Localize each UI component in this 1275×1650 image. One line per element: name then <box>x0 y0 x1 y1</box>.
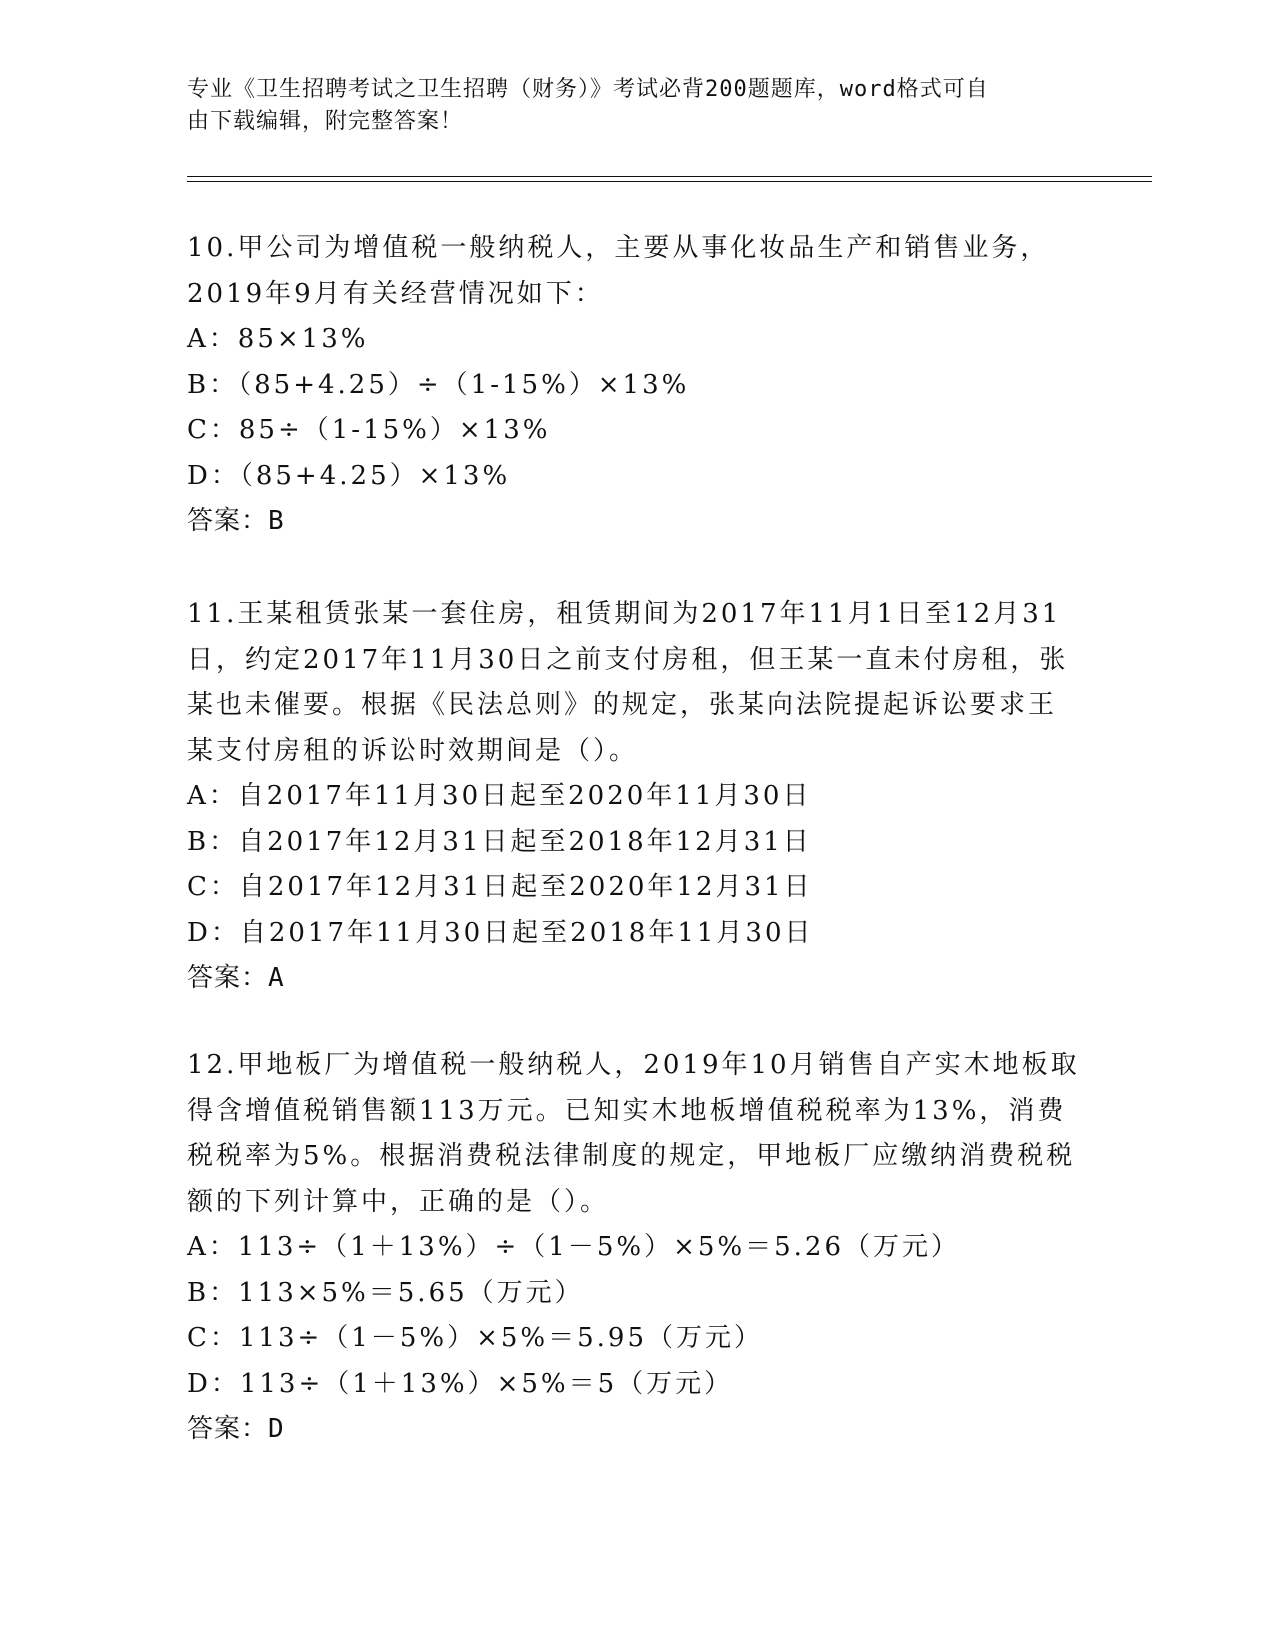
answer-line: 答案：A <box>187 963 285 993</box>
question-12 <box>187 1043 1087 1453</box>
answer-line: 答案：B <box>187 506 285 536</box>
question-stem-line: 税税率为5%。根据消费税法律制度的规定，甲地板厂应缴纳消费税税 <box>187 1141 1076 1171</box>
question-11 <box>187 592 1087 1002</box>
option-b: B：（85+4.25）÷（1-15%）×13% <box>187 369 690 400</box>
option-b: B：自2017年12月31日起至2018年12月31日 <box>187 826 812 857</box>
option-d: D：（85+4.25）×13% <box>187 460 511 491</box>
question-stem-line: 10.甲公司为增值税一般纳税人，主要从事化妆品生产和销售业务， <box>187 233 1050 263</box>
option-d: D：113÷（1＋13%）×5%＝5（万元） <box>187 1368 734 1399</box>
question-stem-line: 某也未催要。根据《民法总则》的规定，张某向法院提起诉讼要求王 <box>187 690 1058 720</box>
question-stem-line: 日，约定2017年11月30日之前支付房租，但王某一直未付房租，张 <box>187 644 1069 675</box>
question-stem-line: 2019年9月有关经营情况如下： <box>187 278 604 309</box>
question-stem-line: 额的下列计算中，正确的是（）。 <box>187 1186 610 1217</box>
option-c: C：113÷（1－5%）×5%＝5.95（万元） <box>187 1323 764 1353</box>
document-header <box>187 74 1067 138</box>
answer-line: 答案：D <box>187 1414 285 1444</box>
option-c: C：自2017年12月31日起至2020年12月31日 <box>187 872 813 902</box>
option-d: D：自2017年11月30日起至2018年11月30日 <box>187 917 814 948</box>
option-a: A：85×13% <box>187 324 369 354</box>
header-line: 专业《卫生招聘考试之卫生招聘（财务）》考试必背200题题库，word格式可自 <box>187 77 989 102</box>
header-divider-top <box>187 176 1152 177</box>
question-stem-line: 得含增值税销售额113万元。已知实木地板增值税税率为13%，消费 <box>187 1095 1067 1126</box>
option-c: C：85÷（1-15%）×13% <box>187 415 551 445</box>
header-divider-bottom <box>187 181 1152 182</box>
question-stem-line: 某支付房租的诉讼时效期间是（）。 <box>187 735 639 766</box>
question-stem-line: 11.王某租赁张某一套住房，租赁期间为2017年11月1日至12月31 <box>187 599 1062 629</box>
option-a: A：113÷（1＋13%）÷（1－5%）×5%＝5.26（万元） <box>187 1232 961 1262</box>
header-line: 由下载编辑，附完整答案！ <box>187 109 464 134</box>
question-stem-line: 12.甲地板厂为增值税一般纳税人，2019年10月销售自产实木地板取 <box>187 1050 1080 1080</box>
question-10 <box>187 226 1087 545</box>
option-b: B：113×5%＝5.65（万元） <box>187 1277 584 1308</box>
option-a: A：自2017年11月30日起至2020年11月30日 <box>187 781 812 811</box>
